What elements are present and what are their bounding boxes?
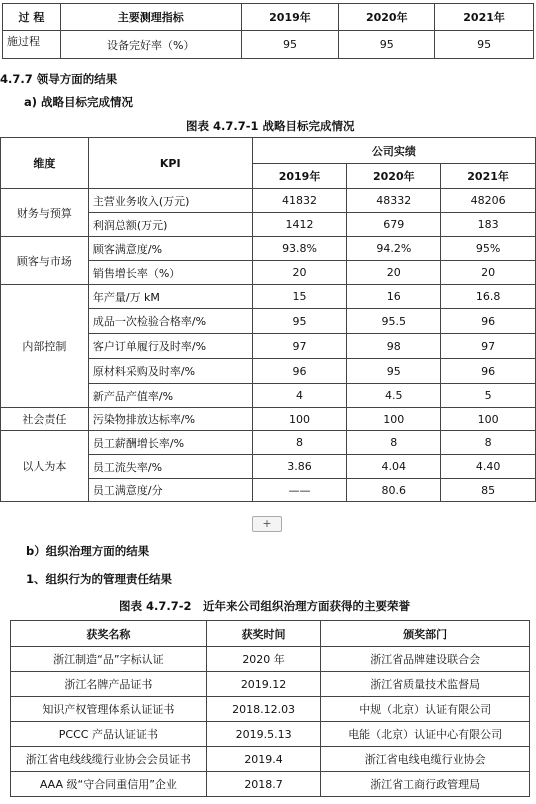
header-actual: 公司实绩 [252,138,535,164]
table-cell: 2019.5.13 [206,722,321,747]
value-cell: 95% [441,237,536,261]
value-cell: 41832 [252,189,347,213]
value-cell: 93.8% [252,237,347,261]
table-cell: 中规（北京）认证有限公司 [321,697,530,722]
kpi-cell: 原材料采购及时率/% [88,359,252,384]
value-cell: 20 [347,261,441,285]
value-cell: 48332 [347,189,441,213]
value-cell: 85 [441,479,536,502]
add-row-button[interactable]: + [252,516,282,532]
value-cell: 95.5 [347,309,441,334]
table-cell: 2020 年 [206,647,321,672]
table-caption: 图表 4.7.7-1 战略目标完成情况 [186,119,355,133]
strategy-table [0,137,536,502]
kpi-cell: 污染物排放达标率/% [88,408,252,431]
honors-table [10,620,530,797]
value-cell: 4.5 [347,384,441,408]
value-cell: 16.8 [441,285,536,309]
kpi-cell: 成品一次检验合格率/% [88,309,252,334]
kpi-cell: 员工流失率/% [88,455,252,479]
value-cell: 15 [252,285,347,309]
kpi-cell: 客户订单履行及时率/% [88,334,252,359]
header-award-name: 获奖名称 [11,621,207,647]
value-cell: 96 [441,359,536,384]
value-cell: 100 [441,408,536,431]
table-caption: 图表 4.7.7-2 近年来公司组织治理方面获得的主要荣誉 [119,599,411,613]
value-cell: 80.6 [347,479,441,502]
table-cell: 2018.12.03 [206,697,321,722]
table-cell: 2018.7 [206,772,321,797]
value-cell: 20 [441,261,536,285]
header-award-dept: 颁奖部门 [321,621,530,647]
value-cell: 100 [347,408,441,431]
header-year: 2019年 [241,4,339,31]
table-cell: 电能（北京）认证中心有限公司 [321,722,530,747]
table-cell: 浙江省电线线缆行业协会会员证书 [11,747,207,772]
kpi-cell: 销售增长率（%） [88,261,252,285]
value-cell: 94.2% [347,237,441,261]
section-heading: 4.7.7 领导方面的结果 [0,72,118,86]
value-cell: 8 [252,431,347,455]
value-cell: 95 [347,359,441,384]
kpi-cell: 主营业务收入(万元) [88,189,252,213]
value-cell: 5 [441,384,536,408]
value-cell: 96 [252,359,347,384]
header-year: 2019年 [252,164,347,189]
kpi-cell: 利润总额(万元) [88,213,252,237]
dimension-cell: 以人为本 [1,431,89,502]
value-cell: —— [252,479,347,502]
header-year: 2020年 [339,4,435,31]
value-cell: 8 [441,431,536,455]
table-cell: 95 [339,31,435,59]
table-cell: 2019.12 [206,672,321,697]
value-cell: 20 [252,261,347,285]
value-cell: 97 [252,334,347,359]
header-dimension: 维度 [1,138,89,189]
value-cell: 48206 [441,189,536,213]
table-cell: 95 [435,31,534,59]
value-cell: 8 [347,431,441,455]
sub-heading-a: a) 战略目标完成情况 [24,95,134,109]
dimension-cell: 社会责任 [1,408,89,431]
kpi-cell: 顾客满意度/% [88,237,252,261]
table-cell: 设备完好率（%） [60,31,241,59]
value-cell: 1412 [252,213,347,237]
value-cell: 100 [252,408,347,431]
kpi-cell: 员工满意度/分 [88,479,252,502]
value-cell: 97 [441,334,536,359]
header-year: 2021年 [435,4,534,31]
table-cell: 知识产权管理体系认证证书 [11,697,207,722]
value-cell: 95 [252,309,347,334]
table-cell: 浙江省电线电缆行业协会 [321,747,530,772]
table-cell: 浙江省品牌建设联合会 [321,647,530,672]
table-cell: 浙江名牌产品证书 [11,672,207,697]
value-cell: 4 [252,384,347,408]
kpi-cell: 员工薪酬增长率/% [88,431,252,455]
value-cell: 3.86 [252,455,347,479]
header-process: 过 程 [3,4,61,31]
table-cell: 浙江制造“品”字标认证 [11,647,207,672]
value-cell: 4.04 [347,455,441,479]
value-cell: 98 [347,334,441,359]
table-cell: 浙江省工商行政管理局 [321,772,530,797]
kpi-cell: 新产品产值率/% [88,384,252,408]
value-cell: 679 [347,213,441,237]
dimension-cell: 内部控制 [1,285,89,408]
header-year: 2021年 [441,164,536,189]
table-cell: AAA 级“守合同重信用”企业 [11,772,207,797]
table-cell: 施过程 [3,31,61,59]
dimension-cell: 顾客与市场 [1,237,89,285]
indicator-table [2,3,534,59]
kpi-cell: 年产量/万 kM [88,285,252,309]
sub-heading-1: 1、组织行为的管理责任结果 [26,572,173,586]
header-award-time: 获奖时间 [206,621,321,647]
table-cell: 浙江省质量技术监督局 [321,672,530,697]
sub-heading-b: b）组织治理方面的结果 [26,544,150,558]
dimension-cell: 财务与预算 [1,189,89,237]
value-cell: 183 [441,213,536,237]
value-cell: 96 [441,309,536,334]
header-year: 2020年 [347,164,441,189]
value-cell: 16 [347,285,441,309]
header-kpi: KPI [88,138,252,189]
table-cell: 95 [241,31,339,59]
value-cell: 4.40 [441,455,536,479]
table-cell: PCCC 产品认证证书 [11,722,207,747]
table-cell: 2019.4 [206,747,321,772]
header-indicator: 主要测理指标 [60,4,241,31]
